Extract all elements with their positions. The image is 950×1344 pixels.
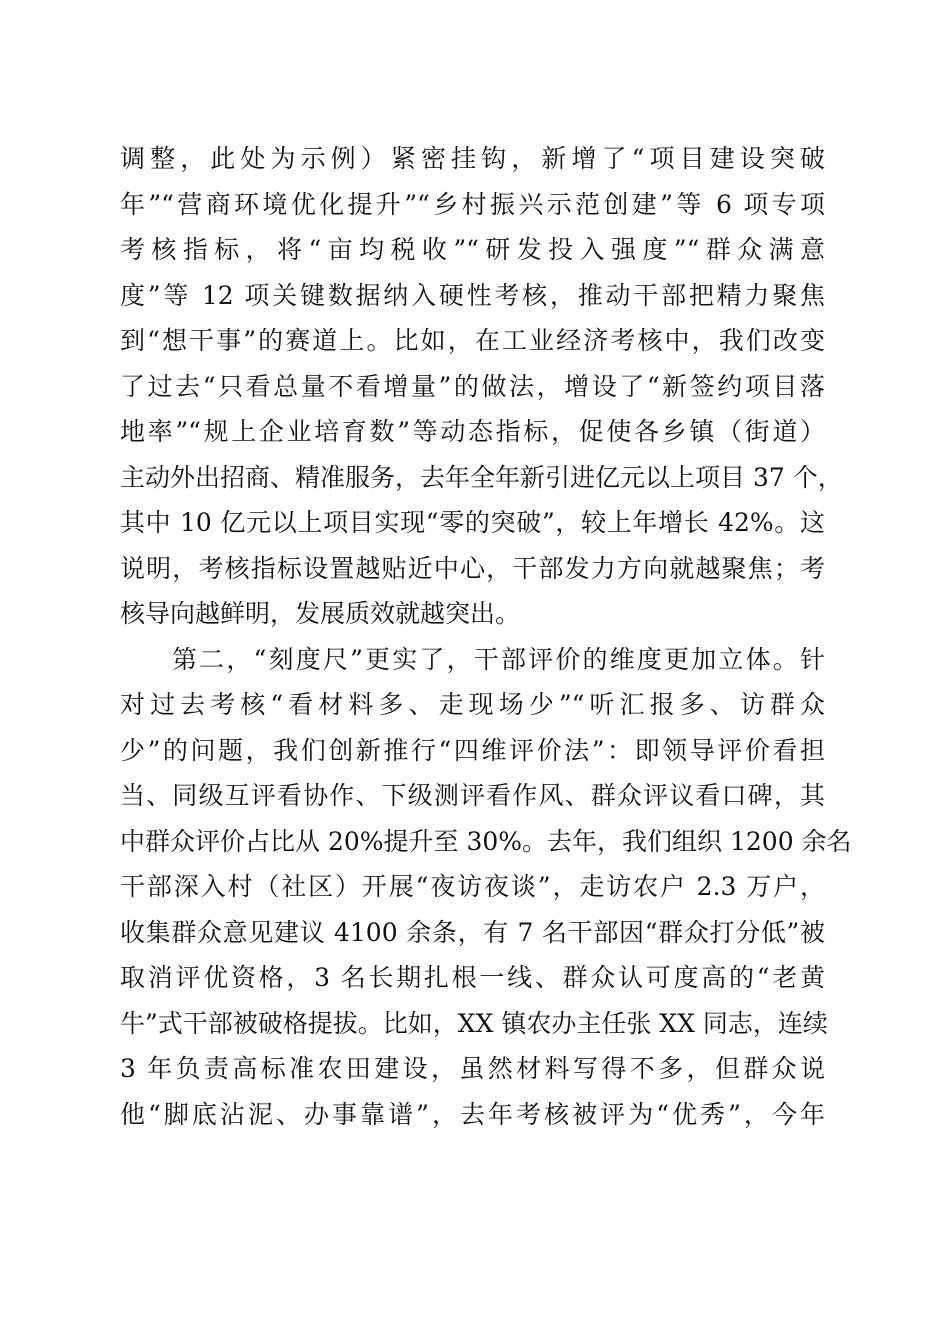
paragraph-1-line-5: 到“想干事”的赛道上。比如，在工业经济考核中，我们改变 [120, 326, 825, 355]
paragraph-1-line-3: 考核指标，将“亩均税收”“研发投入强度”“群众满意 [120, 235, 825, 264]
paragraph-1-line-6: 了过去“只看总量不看增量”的做法，增设了“新签约项目落 [120, 371, 825, 401]
paragraph-2-line-2: 对过去考核“看材料多、走现场少”“听汇报多、访群众 [120, 690, 825, 719]
paragraph-2-line-3: 少”的问题，我们创新推行“四维评价法”：即领导评价看担 [120, 735, 825, 765]
paragraph-1-line-1: 调整，此处为示例）紧密挂钩，新增了“项目建设突破 [120, 144, 825, 173]
paragraph-1-line-11: 核导向越鲜明，发展质效就越突出。 [120, 599, 521, 628]
paragraph-1-line-9: 其中 10 亿元以上项目实现“零的突破”，较上年增长 42%。这 [120, 508, 825, 537]
paragraph-2-line-10: 3 年负责高标准农田建设，虽然材料写得不多，但群众说 [120, 1054, 825, 1083]
paragraph-2-line-1: 第二，“刻度尺”更实了，干部评价的维度更加立体。针 [172, 644, 825, 674]
paragraph-2-line-8: 取消评优资格，3 名长期扎根一线、群众认可度高的“老黄 [120, 963, 825, 992]
document-body [120, 136, 852, 1137]
paragraph-1-line-10: 说明，考核指标设置越贴近中心，干部发力方向就越聚焦；考 [120, 553, 825, 583]
paragraph-1-line-2: 年”“营商环境优化提升”“乡村振兴示范创建”等 6 项专项 [120, 189, 825, 219]
paragraph-2-line-4: 当、同级互评看协作、下级测评看作风、群众评议看口碑，其 [120, 781, 825, 810]
paragraph-2-line-9: 牛”式干部被破格提拔。比如，XX 镇农办主任张 XX 同志，连续 [120, 1008, 828, 1038]
paragraph-1-line-4: 度”等 12 项关键数据纳入硬性考核，推动干部把精力聚焦 [120, 280, 825, 310]
paragraph-2-line-7: 收集群众意见建议 4100 余条，有 7 名干部因“群众打分低”被 [120, 917, 825, 947]
paragraph-2-line-5: 中群众评价占比从 20%提升至 30%。去年，我们组织 1200 余名 [120, 826, 852, 856]
paragraph-2-line-6: 干部深入村（社区）开展“夜访夜谈”，走访农户 2.3 万户， [120, 872, 825, 901]
paragraph-1-line-8: 主动外出招商、精准服务，去年全年新引进亿元以上项目 37 个， [120, 462, 843, 492]
paragraph-1-line-7: 地率”“规上企业培育数”等动态指标，促使各乡镇（街道） [120, 417, 825, 446]
paragraph-2-line-11: 他“脚底沾泥、办事靠谱”，去年考核被评为“优秀”，今年 [120, 1099, 825, 1129]
